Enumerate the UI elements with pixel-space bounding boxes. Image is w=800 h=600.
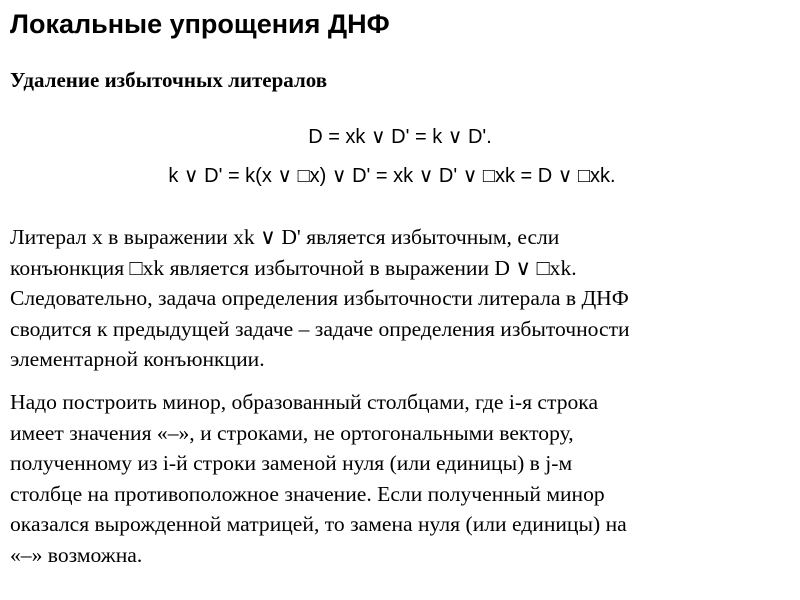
paragraph-line: конъюнкция □xk является избыточной в выражении D ∨ □xk.	[10, 255, 577, 280]
paragraph-line: элементарной конъюнкции.	[10, 347, 265, 371]
paragraph-line: сводится к предыдущей задаче – задаче определения избыточности	[10, 316, 630, 341]
formula-line-2: k ∨ D' = k(x ∨ □x) ∨ D' = xk ∨ D' ∨ □xk = D ∨ □xk.	[168, 165, 616, 187]
paragraph-line: оказался вырожденной матрицей, то замена нуля (или единицы) на	[10, 512, 627, 536]
paragraph-line: имеет значения «–», и строками, не ортогональными вектору,	[10, 420, 574, 445]
formula-line-1: D = xk ∨ D' = k ∨ D'.	[308, 126, 492, 148]
paragraph-line: Литерал x в выражении xk ∨ D' является избыточным, если	[10, 225, 560, 249]
paragraph-line: Следовательно, задача определения избыточности литерала в ДНФ	[10, 286, 629, 310]
paragraph-line: «–» возможна.	[10, 542, 143, 567]
paragraph-line: полученному из i-й строки заменой нуля (или единицы) в j-м	[10, 451, 573, 475]
paragraph-literal-redundancy	[10, 222, 795, 375]
paragraph-line: столбце на противоположное значение. Если полученный минор	[10, 481, 605, 506]
slide-title: Локальные упрощения ДНФ	[10, 9, 390, 39]
paragraph-minor-construction	[10, 387, 795, 570]
section-subtitle: Удаление избыточных литералов	[10, 68, 328, 92]
paragraph-line: Надо построить минор, образованный столбцами, где i-я строка	[10, 390, 599, 414]
